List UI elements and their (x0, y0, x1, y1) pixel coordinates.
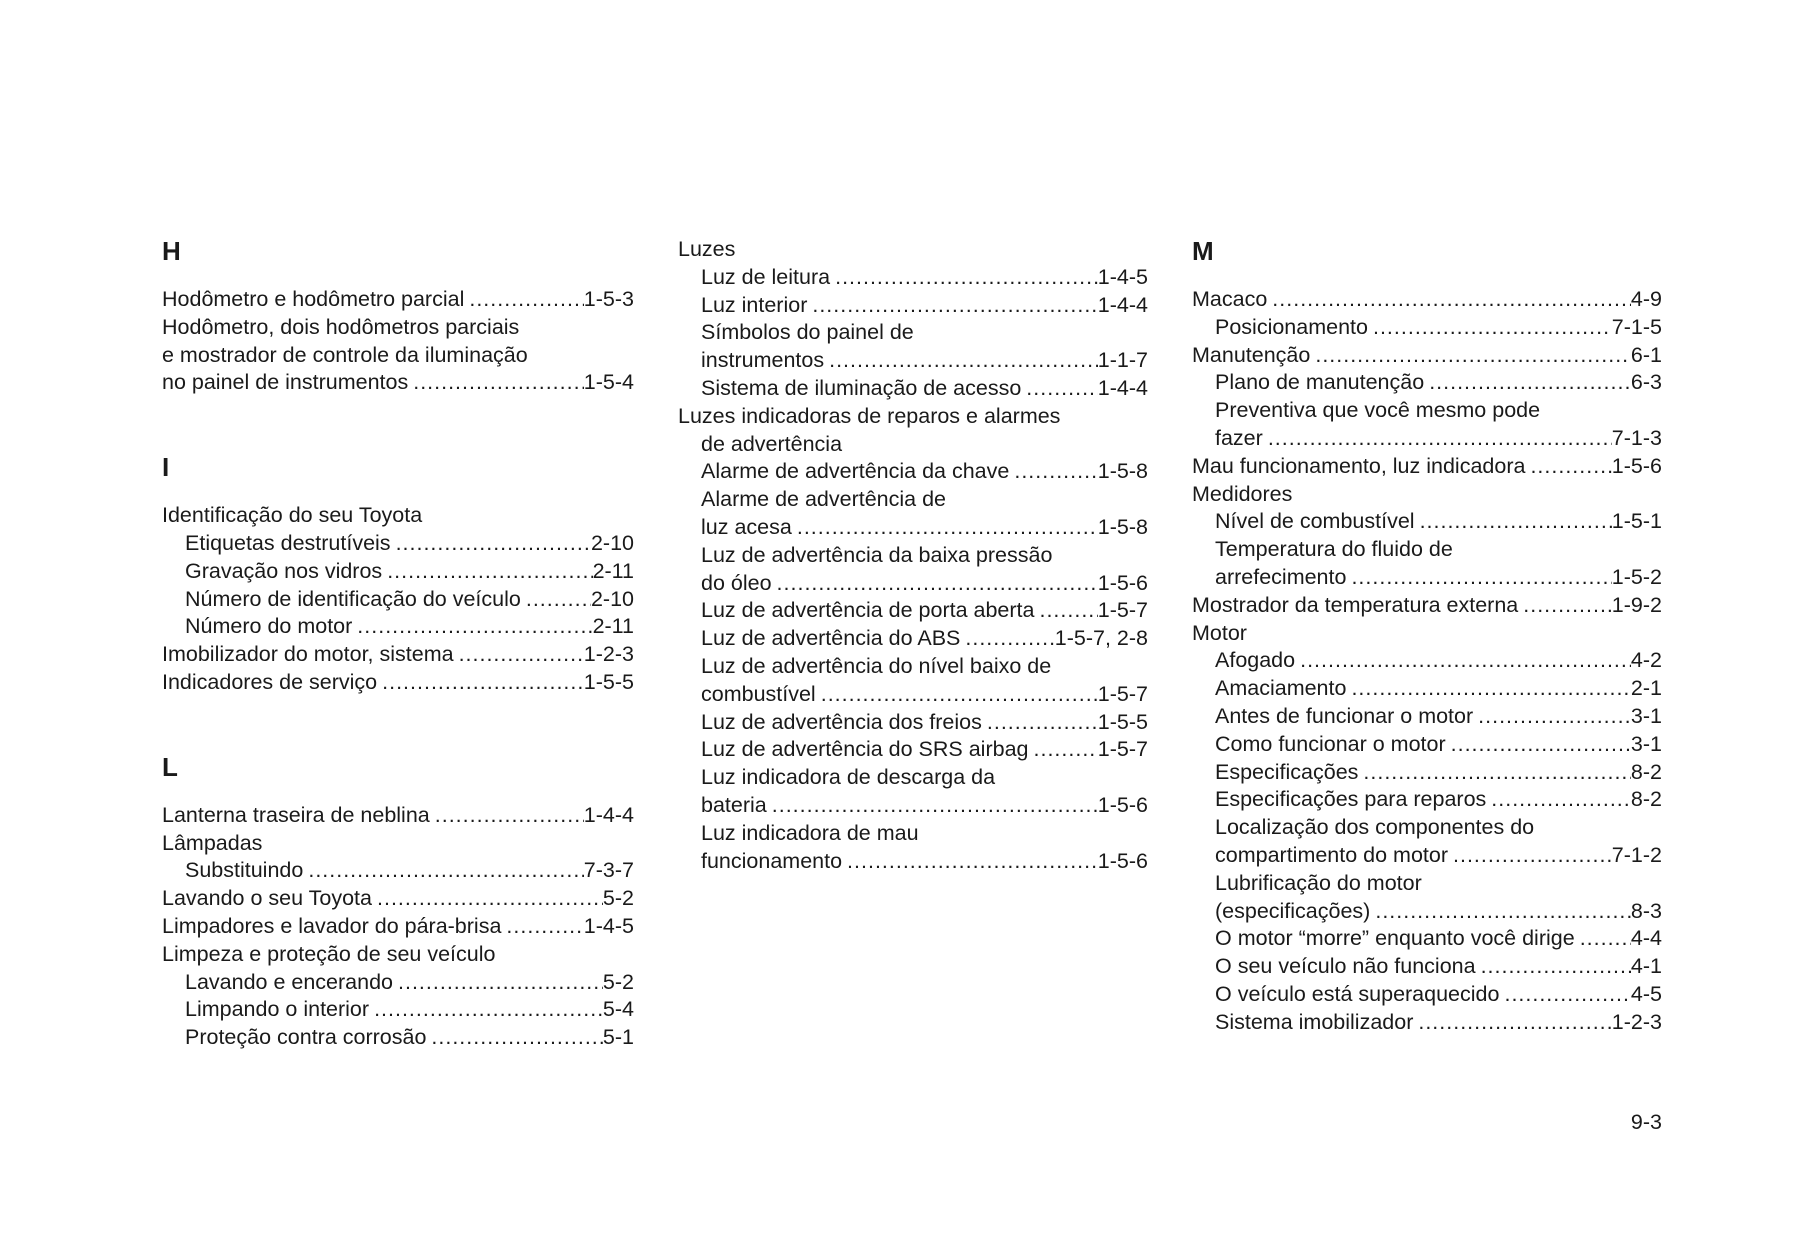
page-reference: 8-2 (1630, 787, 1662, 812)
entry-text: e mostrador de controle da iluminação (162, 342, 528, 367)
entry-text: compartimento do motor (1215, 842, 1449, 867)
index-subentry (1215, 369, 1662, 397)
index-subentry (185, 969, 634, 997)
page-reference: 5-1 (602, 1025, 634, 1050)
entry-text: Substituindo (185, 858, 304, 883)
page-reference: 2-10 (590, 530, 634, 555)
page-reference: 1-5-6 (1097, 848, 1148, 873)
index-entry (162, 885, 634, 913)
index-subentry (701, 764, 1148, 792)
index-column-3 (1192, 236, 1662, 1037)
page-reference: 6-1 (1630, 342, 1662, 367)
index-subentry (1215, 814, 1662, 842)
entry-text: bateria (701, 792, 767, 817)
index-subentry (701, 431, 1148, 459)
index-entry (162, 369, 634, 397)
index-entry (162, 502, 634, 530)
page-reference: 1-4-4 (1097, 292, 1148, 317)
page-reference: 2-11 (592, 558, 634, 583)
dot-leader (1424, 369, 1631, 397)
index-entry (162, 641, 634, 669)
index-subentry (1215, 786, 1662, 814)
index-subentry (701, 709, 1148, 737)
entry-text: Etiquetas destrutíveis (185, 530, 391, 555)
dot-leader (842, 848, 1098, 876)
index-column-2 (678, 236, 1148, 875)
entry-text: Medidores (1192, 481, 1293, 506)
dot-leader (772, 570, 1098, 598)
entry-text: O veículo está superaquecido (1215, 981, 1500, 1006)
page-reference: 1-5-7, 2-8 (1054, 626, 1148, 651)
entry-text: Nível de combustível (1215, 509, 1415, 534)
dot-leader (1499, 981, 1630, 1009)
dot-leader (1346, 564, 1611, 592)
index-subentry (701, 625, 1148, 653)
index-subentry (185, 1024, 634, 1052)
page-reference: 1-5-1 (1611, 509, 1662, 534)
entry-text: do óleo (701, 570, 772, 595)
entry-text: Luz de advertência do SRS airbag (701, 737, 1029, 762)
index-subentry (701, 653, 1148, 681)
entry-text: fazer (1215, 425, 1263, 450)
page-reference: 1-9-2 (1611, 592, 1662, 617)
page-reference: 2-10 (590, 586, 634, 611)
dot-leader (807, 292, 1097, 320)
entry-text: Preventiva que você mesmo pode (1215, 398, 1541, 423)
entry-text: Luz de advertência do ABS (701, 626, 961, 651)
index-entry (162, 802, 634, 830)
dot-leader (792, 514, 1098, 542)
index-entry (1192, 342, 1662, 370)
entry-text: Motor (1192, 620, 1247, 645)
entry-text: Alarme de advertência de (701, 487, 947, 512)
dot-leader (454, 641, 584, 669)
index-entry (1192, 453, 1662, 481)
index-subentry (185, 558, 634, 586)
index-subentry (185, 586, 634, 614)
entry-text: Número de identificação do veículo (185, 586, 521, 611)
page-reference: 5-4 (602, 997, 634, 1022)
index-entry (162, 286, 634, 314)
index-subentry (1215, 675, 1662, 703)
dot-leader (426, 1024, 603, 1052)
dot-leader (464, 286, 583, 314)
dot-leader (352, 613, 592, 641)
page-reference: 1-5-8 (1097, 514, 1148, 539)
page-reference: 1-5-8 (1097, 459, 1148, 484)
dot-leader (1518, 592, 1612, 620)
index-letter-heading: M (1192, 236, 1214, 266)
dot-leader (393, 969, 603, 997)
index-subentry (185, 530, 634, 558)
index-subentry (701, 514, 1148, 542)
dot-leader (1446, 731, 1631, 759)
entry-text: Limpeza e proteção de seu veículo (162, 941, 496, 966)
entry-text: Luzes (678, 237, 736, 261)
dot-leader (1009, 458, 1097, 486)
entry-text: Luzes indicadoras de reparos e alarmes (678, 403, 1061, 428)
page-reference: 1-1-7 (1097, 348, 1148, 373)
page-reference: 4-4 (1630, 926, 1662, 951)
index-entry (162, 314, 634, 342)
entry-text: Alarme de advertência da chave (701, 459, 1010, 484)
dot-leader (1029, 736, 1098, 764)
index-subentry (1215, 842, 1662, 870)
dot-leader (960, 625, 1054, 653)
entry-text: (especificações) (1215, 898, 1371, 923)
entry-text: de advertência (701, 431, 843, 456)
entry-text: combustível (701, 681, 816, 706)
index-subentry (1215, 508, 1662, 536)
entry-text: Mostrador da temperatura externa (1192, 592, 1519, 617)
index-subentry (701, 570, 1148, 598)
index-subentry (1215, 564, 1662, 592)
dot-leader (1413, 1009, 1611, 1037)
page-reference: 2-1 (1630, 676, 1662, 701)
index-subentry (1215, 759, 1662, 787)
entry-text: luz acesa (701, 514, 792, 539)
index-entry (1192, 481, 1662, 509)
index-subentry (1215, 953, 1662, 981)
index-subentry (1215, 397, 1662, 425)
dot-leader (1346, 675, 1630, 703)
index-subentry (1215, 536, 1662, 564)
index-subentry (701, 736, 1148, 764)
dot-leader (1034, 597, 1097, 625)
entry-text: Indicadores de serviço (162, 669, 378, 694)
dot-leader (369, 996, 603, 1024)
entry-text: Gravação nos vidros (185, 558, 383, 583)
entry-text: Localização dos componentes do (1215, 815, 1535, 840)
page-reference: 1-5-3 (583, 287, 634, 311)
index-subentry (701, 292, 1148, 320)
entry-text: arrefecimento (1215, 564, 1347, 589)
index-subentry (701, 848, 1148, 876)
page-number: 9-3 (1630, 1110, 1662, 1134)
page-reference: 1-5-7 (1097, 737, 1148, 762)
dot-leader (1310, 342, 1631, 370)
dot-leader (382, 558, 592, 586)
entry-text: O seu veículo não funciona (1215, 954, 1476, 979)
entry-text: Luz indicadora de mau (701, 820, 919, 845)
index-subentry (701, 597, 1148, 625)
index-subentry (701, 347, 1148, 375)
entry-text: Macaco (1192, 287, 1268, 311)
dot-leader (1575, 925, 1631, 953)
entry-text: Luz de advertência dos freios (701, 709, 982, 734)
dot-leader (1263, 425, 1612, 453)
entry-text: O motor “morre” enquanto você dirige (1215, 926, 1575, 951)
page-reference: 4-9 (1630, 287, 1662, 311)
page-reference: 1-5-6 (1097, 570, 1148, 595)
entry-text: Símbolos do painel de (701, 320, 914, 345)
page-reference: 1-5-5 (1097, 709, 1148, 734)
entry-text: Como funcionar o motor (1215, 731, 1446, 756)
dot-leader (830, 264, 1098, 292)
page-reference: 1-4-4 (583, 802, 634, 827)
entry-text: Luz indicadora de descarga da (701, 765, 996, 790)
page-reference: 4-1 (1630, 954, 1662, 979)
page-reference: 2-11 (592, 614, 634, 639)
index-subentry (1215, 870, 1662, 898)
page-reference: 1-4-5 (1097, 264, 1148, 289)
dot-leader (1415, 508, 1612, 536)
page-reference: 3-1 (1630, 703, 1662, 728)
index-subentry (185, 857, 634, 885)
page-reference: 8-2 (1630, 759, 1662, 784)
entry-text: Lavando e encerando (185, 969, 394, 994)
page-reference: 6-3 (1630, 370, 1662, 395)
entry-text: Proteção contra corrosão (185, 1025, 427, 1050)
dot-leader (501, 913, 583, 941)
index-subentry (701, 820, 1148, 848)
index-entry (678, 403, 1148, 431)
entry-text: Hodômetro e hodômetro parcial (162, 287, 465, 311)
entry-text: Luz de advertência de porta aberta (701, 598, 1035, 623)
page-reference: 1-4-4 (1097, 375, 1148, 400)
index-subentry (701, 319, 1148, 347)
entry-text: Limpando o interior (185, 997, 370, 1022)
page-reference: 7-1-2 (1611, 842, 1662, 867)
entry-text: Manutenção (1192, 342, 1311, 367)
entry-text: Afogado (1215, 648, 1296, 673)
index-entry (1192, 286, 1662, 314)
page-reference: 5-2 (602, 886, 634, 911)
entry-text: Lâmpadas (162, 830, 263, 855)
entry-text: Lanterna traseira de neblina (162, 802, 430, 827)
page-reference: 1-5-7 (1097, 598, 1148, 623)
page-reference: 1-5-7 (1097, 681, 1148, 706)
page-reference: 7-3-7 (583, 858, 634, 883)
index-subentry (701, 375, 1148, 403)
index-entry (162, 669, 634, 697)
page-reference: 1-5-6 (1097, 792, 1148, 817)
entry-text: funcionamento (701, 848, 843, 873)
index-subentry (701, 264, 1148, 292)
index-subentry (701, 486, 1148, 514)
dot-leader (1021, 375, 1098, 403)
page-reference: 5-2 (602, 969, 634, 994)
dot-leader (1370, 898, 1631, 926)
dot-leader (1476, 953, 1631, 981)
entry-text: instrumentos (701, 348, 825, 373)
dot-leader (1525, 453, 1611, 481)
page-reference: 7-1-5 (1611, 314, 1662, 339)
page-reference: 4-2 (1630, 648, 1662, 673)
index-subentry (1215, 981, 1662, 1009)
entry-text: Luz de advertência da baixa pressão (701, 542, 1053, 567)
page-reference: 1-2-3 (583, 642, 634, 667)
entry-text: Identificação do seu Toyota (162, 503, 423, 528)
page-reference: 1-5-6 (1611, 453, 1662, 478)
dot-leader (824, 347, 1098, 375)
entry-text: Mau funcionamento, luz indicadora (1192, 453, 1526, 478)
index-entry (1192, 620, 1662, 648)
entry-text: Luz interior (701, 292, 808, 317)
entry-text: Posicionamento (1215, 314, 1368, 339)
entry-text: Luz de advertência do nível baixo de (701, 653, 1052, 678)
index-subentry (1215, 1009, 1662, 1037)
page-reference: 3-1 (1630, 731, 1662, 756)
page-reference: 1-5-4 (583, 370, 634, 395)
entry-text: Luz de leitura (701, 264, 831, 289)
index-subentry (1215, 647, 1662, 675)
entry-text: Hodômetro, dois hodômetros parciais (162, 314, 520, 339)
index-letter-heading: L (162, 751, 178, 782)
index-subentry (185, 613, 634, 641)
entry-text: Número do motor (185, 614, 353, 639)
dot-leader (816, 681, 1098, 709)
entry-text: Temperatura do fluido de (1215, 537, 1453, 562)
entry-text: Imobilizador do motor, sistema (162, 642, 454, 667)
dot-leader (1473, 703, 1631, 731)
dot-leader (1448, 842, 1612, 870)
dot-leader (430, 802, 584, 830)
index-subentry (1215, 425, 1662, 453)
page-reference: 1-5-2 (1611, 564, 1662, 589)
index-entry (162, 830, 634, 858)
page-reference: 1-4-5 (583, 913, 634, 938)
dot-leader (1358, 759, 1631, 787)
index-subentry (701, 681, 1148, 709)
entry-text: Plano de manutenção (1215, 370, 1425, 395)
index-subentry (1215, 703, 1662, 731)
entry-text: Antes de funcionar o motor (1215, 703, 1474, 728)
entry-text: Lubrificação do motor (1215, 870, 1422, 895)
index-entry (162, 342, 634, 370)
index-subentry (1215, 314, 1662, 342)
dot-leader (1267, 286, 1631, 314)
dot-leader (1368, 314, 1612, 342)
index-entry (1192, 592, 1662, 620)
index-subentry (701, 542, 1148, 570)
index-entry (162, 913, 634, 941)
index-letter-heading: I (162, 452, 170, 483)
index-column-1 (162, 236, 634, 1052)
dot-leader (1486, 786, 1631, 814)
index-subentry (701, 458, 1148, 486)
dot-leader (767, 792, 1098, 820)
dot-leader (1295, 647, 1631, 675)
page-reference: 4-5 (1630, 981, 1662, 1006)
index-letter-heading: H (162, 236, 181, 266)
page-reference: 1-5-5 (583, 669, 634, 694)
page-reference: 8-3 (1630, 898, 1662, 923)
dot-leader (377, 669, 584, 697)
index-subentry (1215, 898, 1662, 926)
page-reference: 7-1-3 (1611, 425, 1662, 450)
page-reference: 1-2-3 (1611, 1009, 1662, 1034)
entry-text: no painel de instrumentos (162, 370, 409, 395)
entry-text: Lavando o seu Toyota (162, 886, 372, 911)
index-subentry (185, 996, 634, 1024)
dot-leader (408, 369, 584, 397)
dot-leader (982, 709, 1098, 737)
dot-leader (303, 857, 583, 885)
index-subentry (1215, 925, 1662, 953)
entry-text: Especificações para reparos (1215, 787, 1487, 812)
entry-text: Sistema imobilizador (1215, 1009, 1414, 1034)
index-subentry (1215, 731, 1662, 759)
index-subentry (701, 792, 1148, 820)
entry-text: Amaciamento (1215, 676, 1347, 701)
dot-leader (521, 586, 591, 614)
entry-text: Limpadores e lavador do pára-brisa (162, 913, 502, 938)
dot-leader (391, 530, 591, 558)
dot-leader (372, 885, 603, 913)
entry-text: Especificações (1215, 759, 1359, 784)
entry-text: Sistema de iluminação de acesso (701, 375, 1022, 400)
index-entry (678, 236, 1148, 264)
index-entry (162, 941, 634, 969)
